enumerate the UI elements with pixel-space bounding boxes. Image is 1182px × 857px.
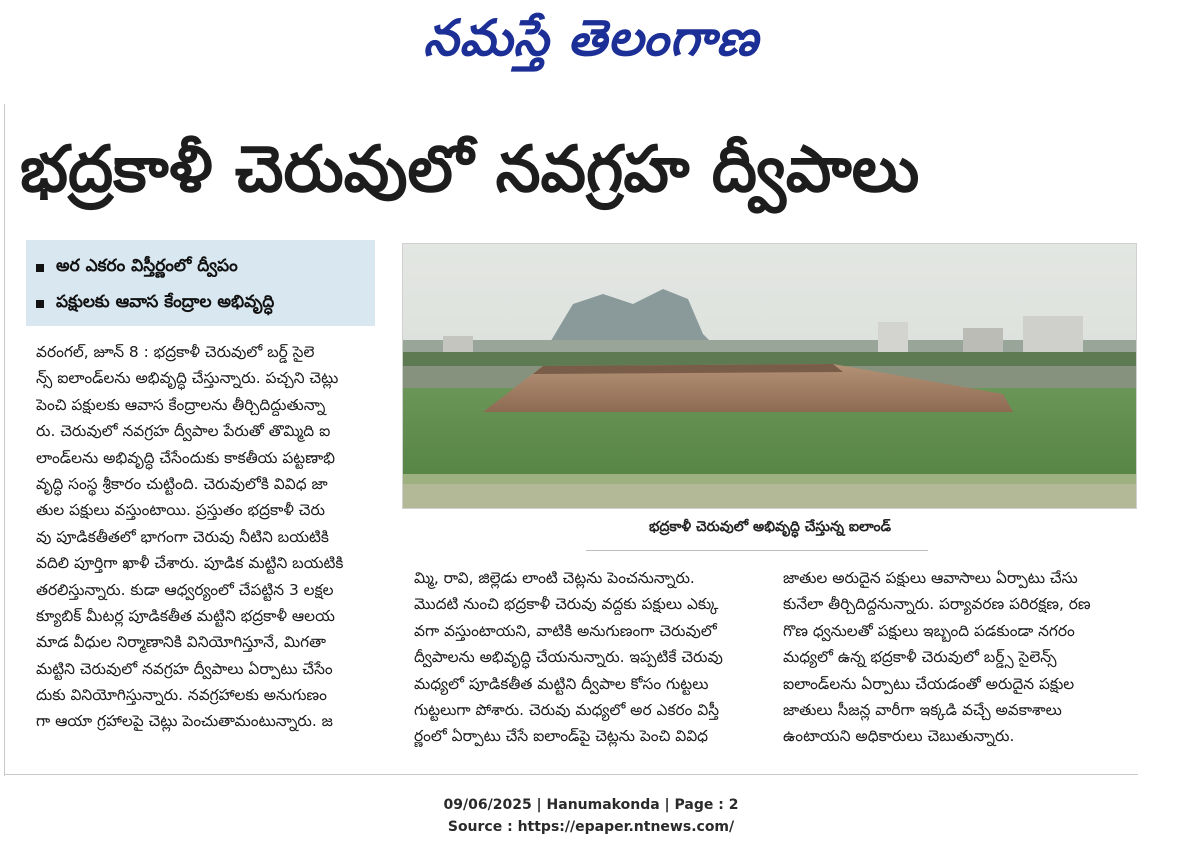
article-line: లాండ్‌లను అభివృద్ధి చేసేందుకు కాకతీయ పట్టణాభి [36, 448, 335, 467]
article-line: దుకు వినియోగిస్తున్నారు. నవగ్రహాలకు అనుగుణం [36, 686, 327, 705]
page-frame-bottom [4, 774, 1138, 775]
article-line: మధ్యలో పూడికతీత మట్టిని ద్వీపాల కోసం గుట్టలు [414, 674, 709, 693]
article-line: వృద్ధి సంస్థ శ్రీకారం చుట్టింది. చెరువులోకి వివిధ జా [36, 474, 328, 493]
article-line: ర్ణంలో ఏర్పాటు చేసే ఐలాండ్‌పై చెట్లను పెంచి వివిధ [414, 727, 709, 746]
article-line: గా ఆయా గ్రహాలపై చెట్లు పెంచుతామంటున్నారు. జ [36, 712, 333, 731]
article-line: ద్వీపాలను అభివృద్ధి చేయనున్నారు. ఇప్పటికే చెరువు [414, 648, 723, 667]
article-line: జాతులు సీజన్ల వారీగా ఇక్కడి వచ్చే అవకాశాలు [783, 700, 1062, 719]
highlight-item [34, 286, 367, 322]
article-line: ఉంటాయని అధికారులు చెబుతున్నారు. [783, 727, 1015, 746]
article-column-1 [36, 339, 378, 735]
article-line: కునేలా తీర్చిదిద్దనున్నారు. పర్యావరణ పరిరక్షణ, రణ [783, 595, 1091, 614]
article-column-2 [414, 565, 760, 750]
newspaper-masthead [0, 4, 1182, 84]
highlight-text: పక్షులకు ఆవాస కేంద్రాల అభివృద్ధి [56, 292, 275, 312]
article-line: క్యూబిక్ మీటర్ల పూడికతీత మట్టిని భద్రకాళీ ఆలయ [36, 606, 335, 625]
article-line: వదిలి పూర్తిగా ఖాళీ చేశారు. పూడిక మట్టిని బయటికి [36, 554, 344, 573]
article-line: జాతుల అరుదైన పక్షులు ఆవాసాలు ఏర్పాటు చేసు [783, 569, 1078, 587]
article-line: వరంగల్, జూన్ 8 : భద్రకాళీ చెరువులో బర్డ్ సైలె [36, 343, 315, 361]
news-photo [402, 243, 1137, 509]
article-line: మొదటి నుంచి భద్రకాళీ చెరువు వద్దకు పక్షులు ఎక్కు [414, 595, 719, 614]
article-line: రు. చెరువులో నవగ్రహ ద్వీపాల పేరుతో తొమ్మిది ఐ [36, 422, 331, 441]
bullet-icon [36, 300, 44, 308]
article-line: మట్టిని చెరువులో నవగ్రహ ద్వీపాలు ఏర్పాటు చేసేం [36, 659, 333, 678]
article-line: తరలిస్తున్నారు. కుడా ఆధ్వర్యంలో చేపట్టిన 3 లక్షల [36, 580, 334, 599]
article-line: మధ్యలో ఉన్న భద్రకాళీ చెరువులో బర్డ్స్ సైలెన్స్ [783, 648, 1057, 667]
page-frame-left [4, 104, 5, 776]
highlights-box [26, 240, 375, 326]
article-line: వగా వస్తుంటాయని, వాటికి అనుగుణంగా చెరువులో [414, 621, 717, 640]
article-line: వు పూడికతీతలో భాగంగా చెరువు నీటిని బయటికి [36, 527, 329, 546]
footer-publication-info: 09/06/2025 | Hanumakonda | Page : 2 [443, 797, 739, 813]
article-headline: భద్రకాళీ చెరువులో నవగ్రహ ద్వీపాలు [20, 133, 920, 207]
lake-island-illustration [403, 244, 1137, 509]
article-line: గుట్టలుగా పోశారు. చెరువు మధ్యలో అర ఎకరం విస్తీ [414, 700, 720, 719]
highlight-text: అర ఎకరం విస్తీర్ణంలో ద్వీపం [56, 256, 238, 276]
article-line: మాడ వీధుల నిర్మాణానికి వినియోగిస్తూనే, మిగతా [36, 633, 326, 652]
article-column-3 [783, 565, 1135, 750]
article-line: పెంచి పక్షులకు ఆవాస కేంద్రాలను తీర్చిదిద్దుతున్నా [36, 395, 326, 414]
article-line: తుల పక్షులు వస్తుంటాయి. ప్రస్తుతం భద్రకాళీ చెరు [36, 501, 325, 520]
article-line: ఐలాండ్‌లను ఏర్పాటు చేయడంతో అరుదైన పక్షుల [783, 674, 1075, 693]
article-line: మ్మి, రావి, జిల్లెడు లాంటి చెట్లను పెంచనున్నారు. [414, 569, 695, 587]
photo-caption: భద్రకాళీ చెరువులో అభివృద్ధి చేస్తున్న ఐలాండ్ [648, 519, 892, 535]
highlight-item [34, 250, 367, 286]
footer-source-link[interactable]: Source : https://epaper.ntnews.com/ [447, 819, 735, 835]
article-line: గొణ ధ్వనులతో పక్షులు ఇబ్బంది పడకుండా నగరం [783, 621, 1075, 640]
masthead-title: నమస్తే తెలంగాణ [423, 8, 759, 67]
article-line: న్స్ ఐలాండ్‌లను అభివృద్ధి చేస్తున్నారు. పచ్చని చెట్లు [36, 369, 339, 388]
caption-divider [586, 550, 928, 551]
bullet-icon [36, 264, 44, 272]
